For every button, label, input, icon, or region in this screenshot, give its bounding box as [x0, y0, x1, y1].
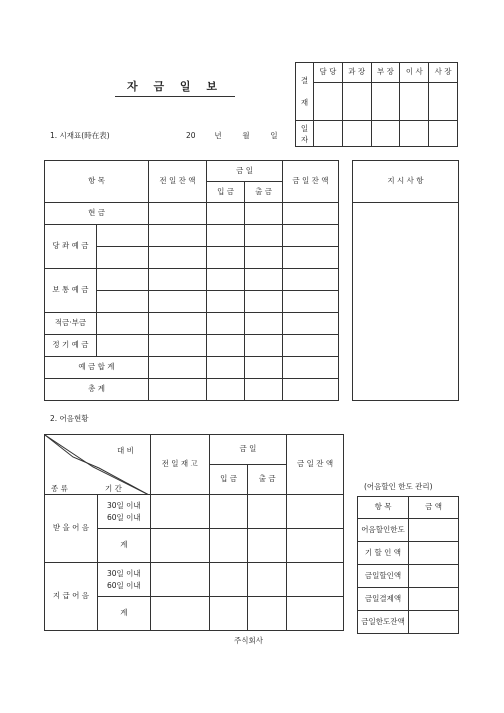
row-label-checking: 당 좌 예 금 [45, 225, 97, 269]
header-type: 종 류 [51, 484, 68, 493]
discount-limit-table [357, 496, 459, 634]
row-label-today-settlement: 금일결제액 [358, 588, 409, 611]
cash-status-table [44, 160, 459, 401]
date-cell[interactable] [314, 121, 343, 147]
section2-label: 2. 어음현황 [50, 414, 89, 423]
header-instructions: 지 시 사 항 [353, 161, 459, 203]
approval-header-director: 이 사 [400, 63, 429, 83]
header-deposit: 입 금 [207, 182, 245, 203]
date-month-unit: 월 [242, 131, 250, 140]
header-withdrawal: 출 금 [245, 182, 283, 203]
header-in: 입 금 [209, 465, 248, 495]
date-cell[interactable] [342, 121, 371, 147]
company-footer: 주식회사 [234, 636, 263, 645]
header-prev-stock: 전 일 재 고 [150, 435, 209, 495]
signature-cell[interactable] [400, 83, 429, 121]
row-label-today-limit-balance: 금일한도잔액 [358, 611, 409, 634]
signature-cell[interactable] [314, 83, 343, 121]
approval-table [295, 62, 458, 147]
row-label-savings: 보 통 예 금 [45, 269, 97, 313]
approval-header-staff: 담 당 [314, 63, 343, 83]
approval-header-section-chief: 과 장 [342, 63, 371, 83]
header-item: 항 목 [358, 497, 409, 519]
date-cell[interactable] [429, 121, 458, 147]
title-underline [115, 96, 235, 97]
page-title: 자 금 일 보 [127, 80, 223, 93]
header-out: 출 금 [248, 465, 287, 495]
header-diagonal [45, 435, 151, 495]
row-label-grand-total: 총 계 [45, 379, 149, 401]
header-prev-balance: 전 일 잔 액 [149, 161, 207, 203]
row-label-fixed: 정 기 예 금 [45, 335, 97, 357]
header-today-balance: 금 일 잔 액 [287, 435, 344, 495]
instructions-area[interactable] [353, 203, 459, 401]
header-today-balance: 금 일 잔 액 [283, 161, 339, 203]
header-period: 기 간 [105, 484, 122, 493]
date-year-unit: 년 [214, 131, 222, 140]
approval-header-dept-head: 부 장 [371, 63, 400, 83]
report-date [186, 130, 278, 141]
bills-status-table [44, 434, 344, 631]
date-day-unit: 일 [270, 131, 278, 140]
row-label-already-discounted: 기 할 인 액 [358, 542, 409, 565]
date-year: 20 [186, 131, 196, 140]
date-cell[interactable] [400, 121, 429, 147]
header-today: 금 일 [209, 435, 286, 465]
row-label-discount-limit: 어음할인한도 [358, 519, 409, 542]
signature-cell[interactable] [429, 83, 458, 121]
period-label: 30일 이내 60일 이내 [97, 495, 150, 529]
date-cell[interactable] [371, 121, 400, 147]
approval-header-president: 사 장 [429, 63, 458, 83]
section1-label: 1. 시재표(時在表) [50, 131, 110, 140]
signature-cell[interactable] [342, 83, 371, 121]
subtotal-label: 계 [97, 529, 150, 563]
header-compare: 대 비 [117, 446, 134, 455]
row-label-payable: 지 급 어 음 [45, 563, 98, 631]
row-label-receivable: 받 을 어 음 [45, 495, 98, 563]
approval-label: 결 재 [296, 63, 314, 121]
header-item: 항 목 [45, 161, 149, 203]
header-today: 금 일 [207, 161, 283, 182]
date-label: 일 자 [296, 121, 314, 147]
discount-caption: (어음할인 한도 관리) [364, 482, 433, 491]
row-label-cash: 현 금 [45, 203, 149, 225]
signature-cell[interactable] [371, 83, 400, 121]
subtotal-label: 계 [97, 597, 150, 631]
row-label-installment: 적금·부금 [45, 313, 97, 335]
row-label-deposit-total: 예 금 합 계 [45, 357, 149, 379]
row-label-today-discount: 금일할인액 [358, 565, 409, 588]
period-label: 30일 이내 60일 이내 [97, 563, 150, 597]
header-amount: 금 액 [409, 497, 459, 519]
